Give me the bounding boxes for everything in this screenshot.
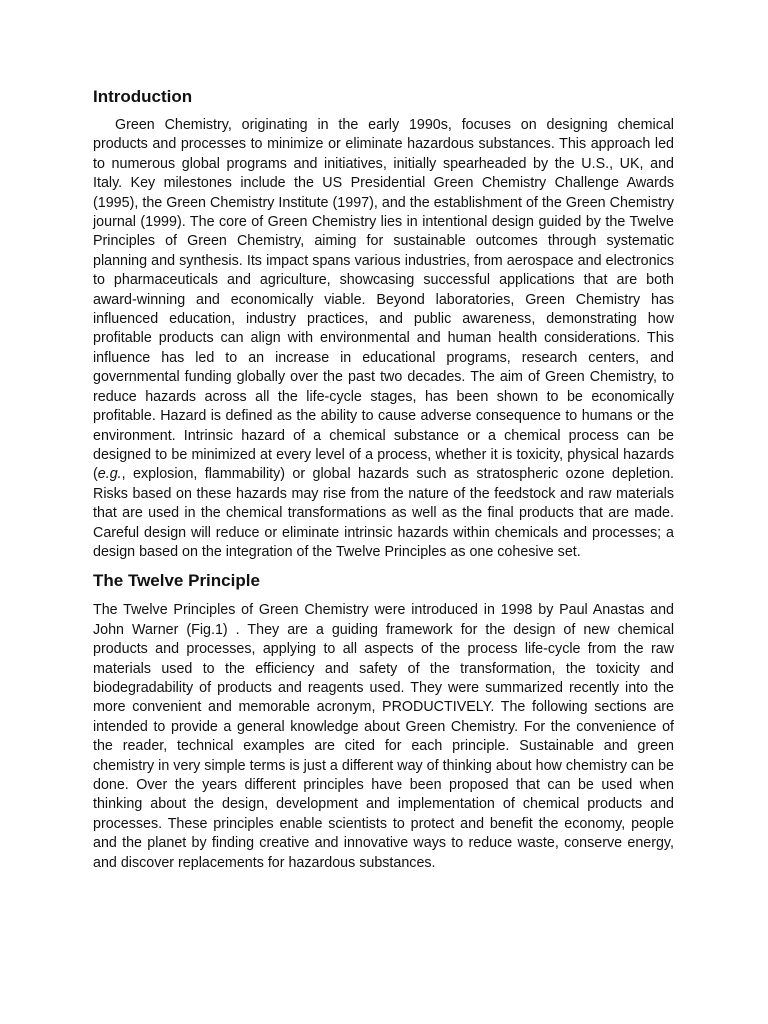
introduction-section [93, 86, 674, 562]
introduction-heading: Introduction [93, 87, 193, 106]
introduction-paragraph [93, 116, 674, 562]
twelve-principle-heading: The Twelve Principle [93, 571, 260, 591]
introduction-text-part1: Green Chemistry, originating in the early 1990s, focuses on designing chemical products and processes to minimize or eliminate hazardous substances. This approach led to numerous global programs and initiatives, initially spearheaded by the U.S., UK, and Italy. Key milestones include the US Presidential Green Chemistry Challenge Awards (1995), the Green Chemistry Institute (1997), and the establishment of the Green Chemistry journal (1999). The core of Green Chemistry lies in intentional design guided by the Twelve Principles of Green Chemistry, aiming for sustainable outcomes through systematic planning and synthesis. Its impact spans various industries, from aerospace and electronics to pharmaceuticals and agriculture, showcasing successful applications that are both award-winning and economically viable. Beyond laboratories, Green Chemistry has influenced education, industry practices, and public awareness, demonstrating how profitable products can align with environmental and human health considerations. This influence has led to an increase in educational programs, research centers, and governmental funding globally over the past two decades. The aim of Green Chemistry, to reduce hazards across all the life-cycle stages, has been shown to be economically profitable. Hazard is defined as the ability to cause adverse consequence to humans or the environment. Intrinsic hazard of a chemical substance or a chemical process can be designed to be minimized at every level of a process, whether it is toxicity, physical hazards ( [93, 117, 674, 483]
twelve-principle-section [93, 570, 674, 873]
twelve-principle-paragraph: The Twelve Principles of Green Chemistry were introduced in 1998 by Paul Anastas and John Warner (Fig.1) . They are a guiding framework for the design of new chemical products and processes, applying to all aspects of the process life-cycle from the raw materials used to the efficiency and safety of the transformation, the toxicity and biodegradability of products and reagents used. They were summarized recently into the more convenient and memorable acronym, PRODUCTIVELY. The following sections are intended to provide a general knowledge about Green Chemistry. For the convenience of the reader, technical examples are cited for each principle. Sustainable and green chemistry in very simple terms is just a different way of thinking about how chemistry can be done. Over the years different principles have been proposed that can be used when thinking about the design, development and implementation of chemical products and processes. These principles enable scientists to protect and benefit the economy, people and the planet by finding creative and innovative ways to reduce waste, conserve energy, and discover replacements for hazardous substances. [93, 602, 674, 871]
document-page [93, 86, 674, 873]
introduction-text-part2: , explosion, flammability) or global hazards such as stratospheric ozone depletion. Risks based on these hazards may rise from the nature of the feedstock and raw materials that are used in the chemical transformations as well as the final products that are made. Careful design will reduce or eliminate intrinsic hazards within chemicals and processes; a design based on the integration of the Twelve Principles as one cohesive set. [93, 466, 674, 560]
introduction-text-italic: e.g. [97, 466, 122, 483]
